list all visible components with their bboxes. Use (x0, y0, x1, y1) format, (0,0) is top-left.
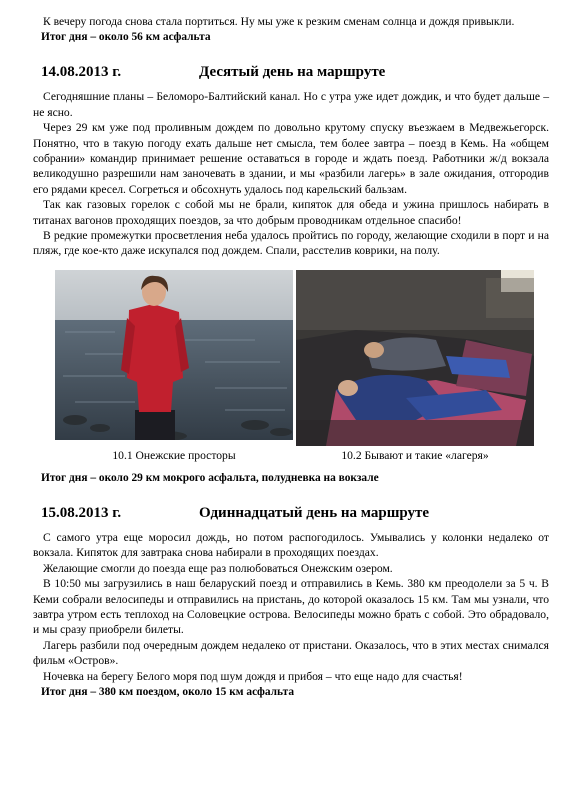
paragraph: С самого утра еще моросил дождь, но потом распогодилось. Умывались у колонки недалеко от вокзала. Кипяток для завтрака снова набирали в проходящих поездах. (33, 530, 549, 560)
paragraph: Желающие смогли до поезда еще раз полюбоваться Онежским озером. (43, 561, 393, 575)
day-heading-11 (41, 504, 549, 522)
day-summary-9: Итог дня – около 56 км асфальта (41, 31, 211, 44)
day-heading-10 (41, 63, 549, 81)
photo-caption: 10.1 Онежские просторы (112, 448, 236, 462)
day-summary-10: Итог дня – около 29 км мокрого асфальта, полудневка на вокзале (41, 471, 379, 484)
paragraph: Лагерь разбили под очередным дождем недалеко от пристани. Оказалось, что в этих местах снимался фильм «Остров». (33, 638, 549, 668)
day-title: Десятый день на маршруте (199, 64, 386, 81)
day-title: Одиннадцатый день на маршруте (199, 504, 430, 521)
paragraph: Так как газовых горелок с собой мы не брали, кипяток для обеда и ужина пришлось набирать в титанах вагонов проходящих поездов, за что добрым проводникам отдельное спасибо! (33, 198, 549, 227)
paragraph: В редкие промежутки просветления неба удалось пройтись по городу, желающие сходили в порт и на пляж, где кое-кто даже искупался под дождем. Спали, расстелив коврики, на полу. (33, 229, 549, 258)
photo-lake-woman (55, 270, 293, 440)
paragraph: Ночевка на берегу Белого моря под шум дождя и прибоя – что еще надо для счастья! (43, 669, 463, 683)
photo-row (33, 270, 549, 470)
paragraph: Через 29 км уже под проливным дождем по довольно крутому спуску въезжаем в Медвежьегорск. Понятно, что в такую погоду ехать дальше нет смысла, тем более завтра – поезд в Кемь. На «общем собрании» командир принимает решение оставаться в городе и ждать поезд. Работники ж/д вокзала великодушно разрешили нам заночевать в здании, и мы «разбили лагерь» в зале ожидания, отгородив его рядами кресел. Согреться и обсохнуть удалось под карельский бальзам. (33, 121, 549, 196)
day-date: 14.08.2013 г. (41, 64, 122, 81)
day-date: 15.08.2013 г. (41, 504, 122, 521)
photo-caption: 10.2 Бывают и такие «лагеря» (341, 448, 489, 462)
paragraph: Сегодняшние планы – Беломоро-Балтийский канал. Но с утра уже идет дождик, и что будет дальше – не ясно. (33, 90, 549, 119)
day-summary-11: Итог дня – 380 км поездом, около 15 км асфальта (41, 685, 295, 698)
paragraph-weather: К вечеру погода снова стала портиться. Ну мы уже к резким сменам солнца и дождя привыкли. (43, 15, 515, 28)
photo-station-camp (296, 270, 534, 446)
paragraph: В 10:50 мы загрузились в наш беларуский поезд и отправились в Кемь. 380 км преодолели за 5 ч. В Кеми собрали велосипеды и отправились на пристань, до которой оказалось 15 км. Там мы узнали, что завтра утром есть теплоход на Соловецкие острова. Велосипеды можно брать с собой. Это обрадовало, и мы сразу приобрели билеты. (33, 577, 549, 637)
